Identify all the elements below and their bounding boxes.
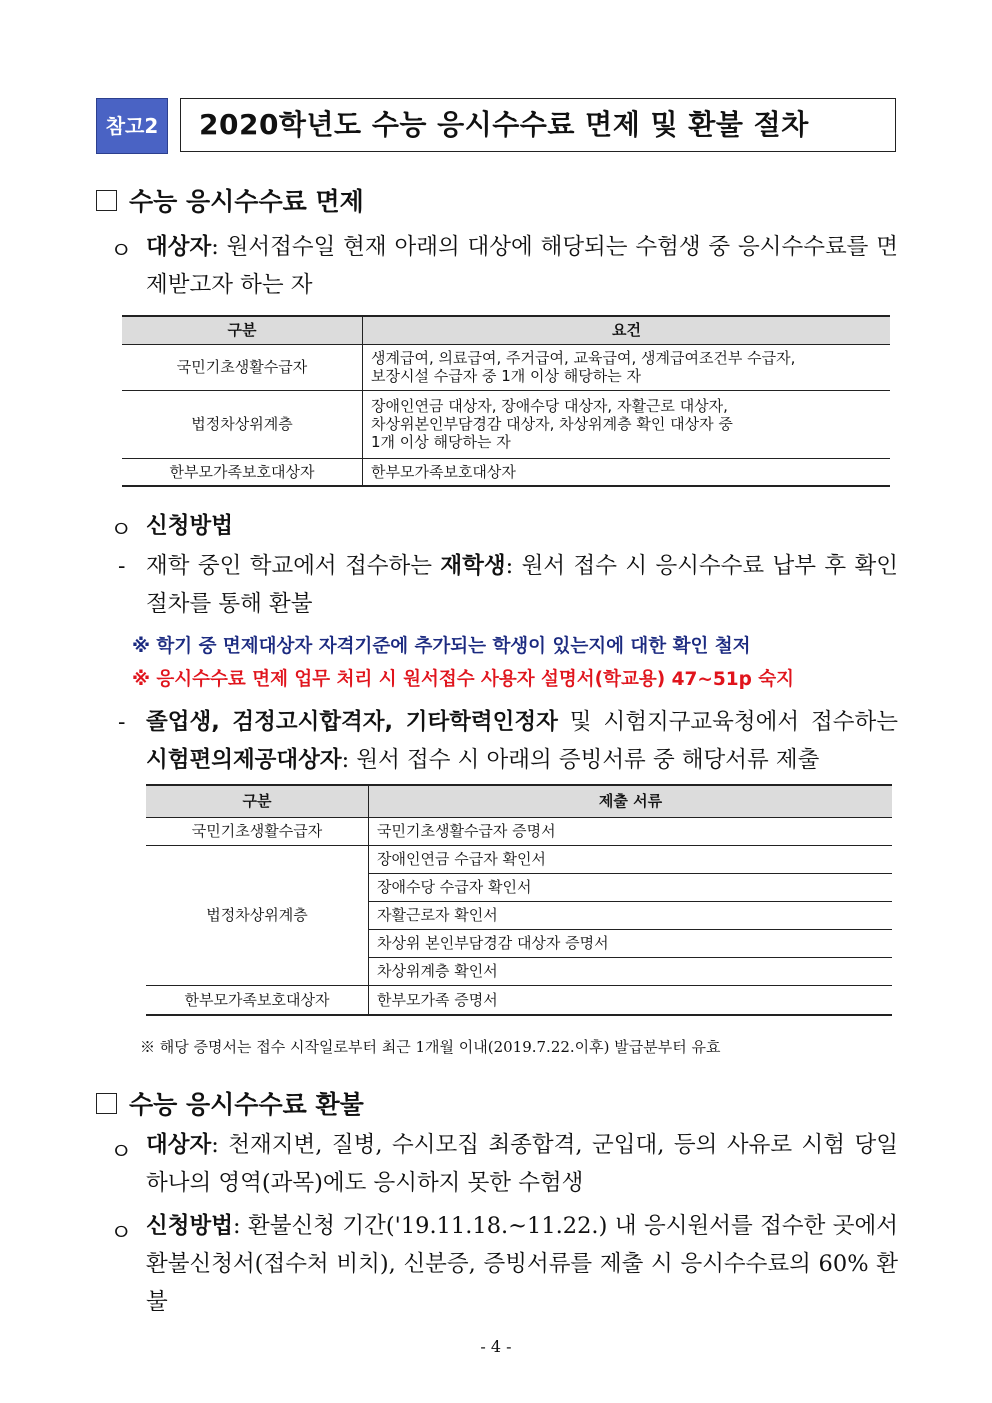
table-row: 장애수당 수급자 확인서 xyxy=(146,873,892,901)
document-title: 2020학년도 수능 응시수수료 면제 및 환불 절차 xyxy=(180,98,896,152)
table-row xyxy=(122,390,890,458)
row-requirement: 장애인연금 대상자, 장애수당 대상자, 자활근로 대상자, 차상위본인부담경감 대상자, 차상위계층 확인 대상자 중 1개 이상 해당하는 자 xyxy=(363,390,891,458)
table-header-documents: 제출 서류 xyxy=(369,785,893,817)
circle-bullet: ㅇ xyxy=(110,1139,133,1165)
note-verification: ※ 학기 중 면제대상자 자격기준에 추가되는 학생이 있는지에 대한 확인 철저 xyxy=(132,636,751,657)
exemption-target-paragraph: 대상자: 원서접수일 현재 아래의 대상에 해당되는 수험생 중 응시수수료를 면제받고자 하는 자 xyxy=(146,234,898,298)
dash-bullet: - xyxy=(118,710,126,735)
table-row xyxy=(122,458,890,486)
method-heading: 신청방법 xyxy=(146,513,233,539)
circle-bullet: ㅇ xyxy=(110,517,133,543)
circle-bullet: ㅇ xyxy=(110,238,133,264)
table-row: 국민기초생활수급자 국민기초생활수급자 증명서 xyxy=(146,817,892,845)
dash-bullet: - xyxy=(118,554,126,579)
exemption-requirements-table xyxy=(122,315,890,487)
table-row: 자활근로자 확인서 xyxy=(146,901,892,929)
reference-badge: 참고2 xyxy=(96,98,168,154)
table-row: 차상위계층 확인서 xyxy=(146,957,892,985)
table-header-category: 구분 xyxy=(146,785,369,817)
table-row: 차상위 본인부담경감 대상자 증명서 xyxy=(146,929,892,957)
refund-target-paragraph: 대상자: 천재지변, 질병, 수시모집 최종합격, 군입대, 등의 사유로 시험 당일 하나의 영역(과목)에도 응시하지 못한 수험생 xyxy=(146,1132,898,1196)
graduate-paragraph: 졸업생, 검정고시합격자, 기타학력인정자 및 시험지구교육청에서 접수하는 시험편의제공대상자: 원서 접수 시 아래의 증빙서류 중 해당서류 제출 xyxy=(146,709,898,773)
table-header-requirement: 요건 xyxy=(363,316,891,344)
row-category: 한부모가족보호대상자 xyxy=(122,458,363,486)
row-category: 법정차상위계층 xyxy=(122,390,363,458)
circle-bullet: ㅇ xyxy=(110,1220,133,1246)
row-category: 국민기초생활수급자 xyxy=(122,344,363,390)
refund-method-paragraph: 신청방법: 환불신청 기간('19.11.18.~11.22.) 내 응시원서를 접수한 곳에서 환불신청서(접수처 비치), 신분증, 증빙서류를 제출 시 응시수수료의 60% 환불 xyxy=(146,1213,898,1315)
checkbox-square-icon xyxy=(96,1093,117,1114)
table-row: 한부모가족보호대상자 한부모가족 증명서 xyxy=(146,985,892,1015)
row-requirement: 생계급여, 의료급여, 주거급여, 교육급여, 생계급여조건부 수급자, 보장시설 수급자 중 1개 이상 해당하는 자 xyxy=(363,344,891,390)
section-heading-exemption: 수능 응시수수료 면제 xyxy=(96,182,364,218)
enrolled-student-paragraph: 재학 중인 학교에서 접수하는 재학생: 원서 접수 시 응시수수료 납부 후 확인 절차를 통해 환불 xyxy=(146,553,898,617)
footnote: ※ 해당 증명서는 접수 시작일로부터 최근 1개월 이내(2019.7.22.이후) 발급분부터 유효 xyxy=(140,1038,721,1056)
checkbox-square-icon xyxy=(96,190,117,211)
table-row xyxy=(122,344,890,390)
target-label: 대상자 xyxy=(146,234,212,260)
page-number: - 4 - xyxy=(480,1337,512,1356)
note-manual: ※ 응시수수료 면제 업무 처리 시 원서접수 사용자 설명서(학교용) 47~51p 숙지 xyxy=(132,669,795,690)
section-heading-refund: 수능 응시수수료 환불 xyxy=(96,1085,364,1121)
proof-documents-table xyxy=(146,784,892,1016)
table-header-category: 구분 xyxy=(122,316,363,344)
table-row: 법정차상위계층 장애인연금 수급자 확인서 xyxy=(146,845,892,873)
row-requirement: 한부모가족보호대상자 xyxy=(363,458,891,486)
